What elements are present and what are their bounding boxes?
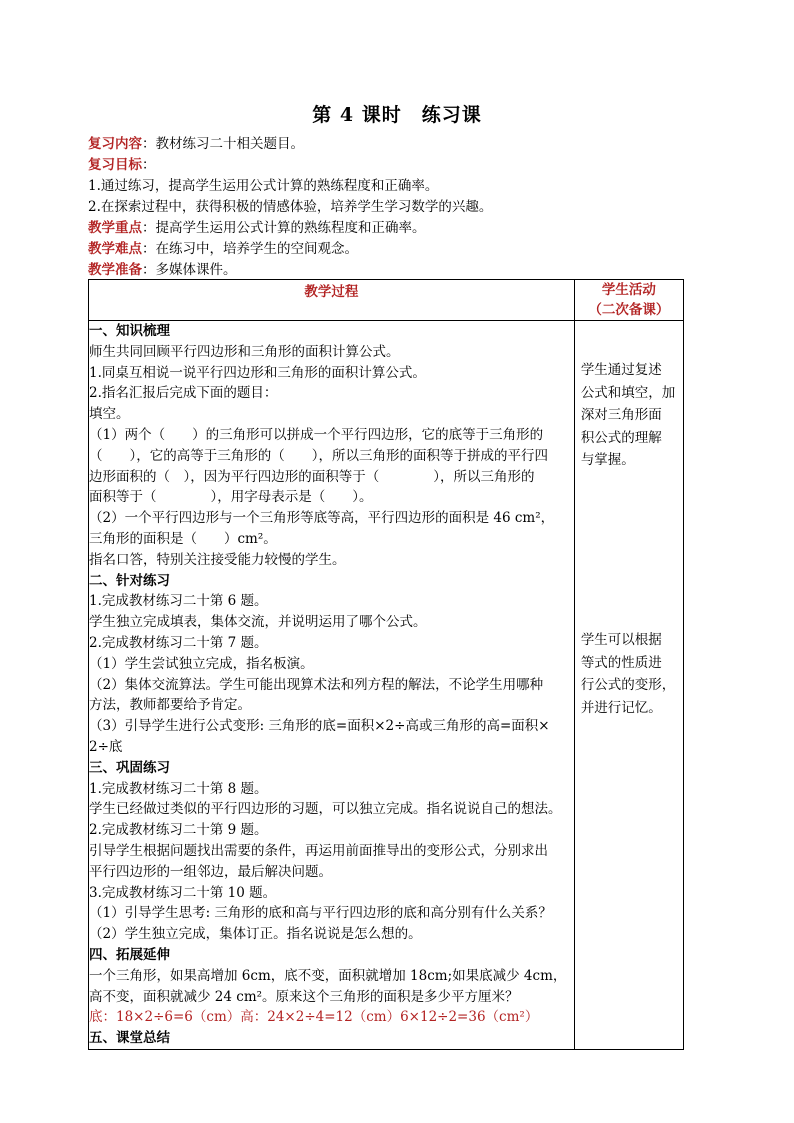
process-line: 学生独立完成填表，集体交流，并说明运用了哪个公式。 [89,614,427,631]
prep: ：多媒体课件。 [142,262,237,278]
process-line: 填空。 [89,406,130,423]
process-line: 1.完成教材练习二十第 6 题。 [89,593,268,610]
answer-line: 底：18×2÷6=6（cm）高：24×2÷4=12（cm）6×12÷2=36（cm²） [89,1009,539,1026]
review-content-line [88,134,688,155]
side-note-2 [581,629,677,719]
side-note-line: 积公式的理解 [580,429,662,446]
side-note-1 [581,359,677,472]
process-line: 师生共同回顾平行四边形和三角形的面积计算公式。 [89,343,400,360]
prep-line [88,260,688,281]
difficulty-line [88,239,688,260]
process-lines [89,321,574,1049]
prep-label: 教学准备 [88,262,142,278]
key-point: ：提高学生运用公式计算的熟练程度和正确率。 [142,220,426,236]
process-line: 面积等于（ ），用字母表示是（ ）。 [89,489,373,506]
process-line: 1.完成教材练习二十第 8 题。 [89,780,268,797]
process-line: 平行四边形的一组邻边，最后解决问题。 [89,863,332,880]
difficulty: ：在练习中，培养学生的空间观念。 [142,241,358,257]
side-note-line: 学生可以根据 [580,632,662,648]
process-line: 2.完成教材练习二十第 9 题。 [89,822,268,839]
process-line: （3）引导学生进行公式变形: 三角形的底=面积×2÷高或三角形的高=面积× [89,718,550,735]
process-line: 引导学生根据问题找出需要的条件，再运用前面推导出的变形公式，分别求出 [89,842,548,859]
header-side-line-2: （二次备课） [588,302,670,318]
review-goal-label: 复习目标 [88,157,142,173]
lesson-table [88,279,684,1050]
teaching-process-cell [89,321,575,1050]
section-heading: 五、课堂总结 [89,1030,170,1047]
process-line: （1）学生尝试独立完成，指名板演。 [89,655,314,672]
process-line: （2）一个平行四边形与一个三角形等底等高，平行四边形的面积是 46 cm²， [89,510,555,527]
review-content-label: 复习内容 [88,136,142,152]
side-note-line: 行公式的变形， [580,677,676,694]
header-side-line-1: 学生活动 [601,282,656,298]
review-goal-colon: ： [142,157,156,173]
process-line: 方法，教师都要给予肯定。 [89,697,251,714]
side-note-line: 与掌握。 [580,452,635,469]
section-heading: 二、针对练习 [89,572,170,589]
side-note-line: 并进行记忆。 [580,699,662,716]
process-line: 高不变，面积就减少 24 cm²。原来这个三角形的面积是多少平方厘米？ [89,988,519,1005]
section-heading: 三、巩固练习 [89,759,170,776]
section-heading: 四、拓展延伸 [89,946,170,963]
review-goal-line [88,155,688,176]
process-line: （1）引导学生思考: 三角形的底和高与平行四边形的底和高分别有什么关系？ [89,905,552,922]
process-line: 2.指名汇报后完成下面的题目： [89,385,278,402]
side-note-line: 公式和填空，加 [580,384,676,401]
side-note-line: 等式的性质进 [580,654,662,671]
process-line: 边形面积的（ ），因为平行四边形的面积等于（ ），所以三角形的 [89,468,535,485]
page-title: 第 4 课时 练习课 [312,104,482,126]
process-line: 三角形的面积是（ ）cm²。 [89,530,277,547]
lesson-meta [88,134,688,281]
process-line: 学生已经做过类似的平行四边形的习题，可以独立完成。指名说说自己的想法。 [89,801,562,818]
goal-1: 1.通过练习，提高学生运用公式计算的熟练程度和正确率。 [88,178,439,194]
process-line: （2）集体交流算法。学生可能出现算术法和列方程的解法，不论学生用哪种 [89,676,544,693]
section-heading: 一、知识梳理 [89,323,170,339]
student-activity-cell [574,321,683,1050]
difficulty-label: 教学难点 [88,241,142,257]
header-teaching-process: 教学过程 [89,280,575,321]
key-point-line [88,218,688,239]
goal-2: 2.在探索过程中，获得积极的情感体验，培养学生学习数学的兴趣。 [88,199,493,215]
process-line: 2.完成教材练习二十第 7 题。 [89,634,268,651]
process-line: 3.完成教材练习二十第 10 题。 [89,884,277,901]
process-line: （2）学生独立完成，集体订正。指名说说是怎么想的。 [89,926,422,943]
process-line: （ ），它的高等于三角形的（ ），所以三角形的面积等于拼成的平行四 [89,447,548,464]
process-line: （1）两个（ ）的三角形可以拼成一个平行四边形，它的底等于三角形的 [89,426,544,443]
key-point-label: 教学重点 [88,220,142,236]
process-line: 指名口答，特别关注接受能力较慢的学生。 [89,551,346,568]
review-content: ：教材练习二十相关题目。 [142,136,304,152]
process-line: 2÷底 [89,738,123,755]
process-line: 一个三角形，如果高增加 6cm，底不变，面积就增加 18cm;如果底减少 4cm， [89,967,567,984]
side-note-line: 学生通过复述 [580,362,662,378]
header-student-activity [574,280,683,321]
side-note-line: 深对三角形面 [580,407,662,424]
process-line: 1.同桌互相说一说平行四边形和三角形的面积计算公式。 [89,364,426,381]
